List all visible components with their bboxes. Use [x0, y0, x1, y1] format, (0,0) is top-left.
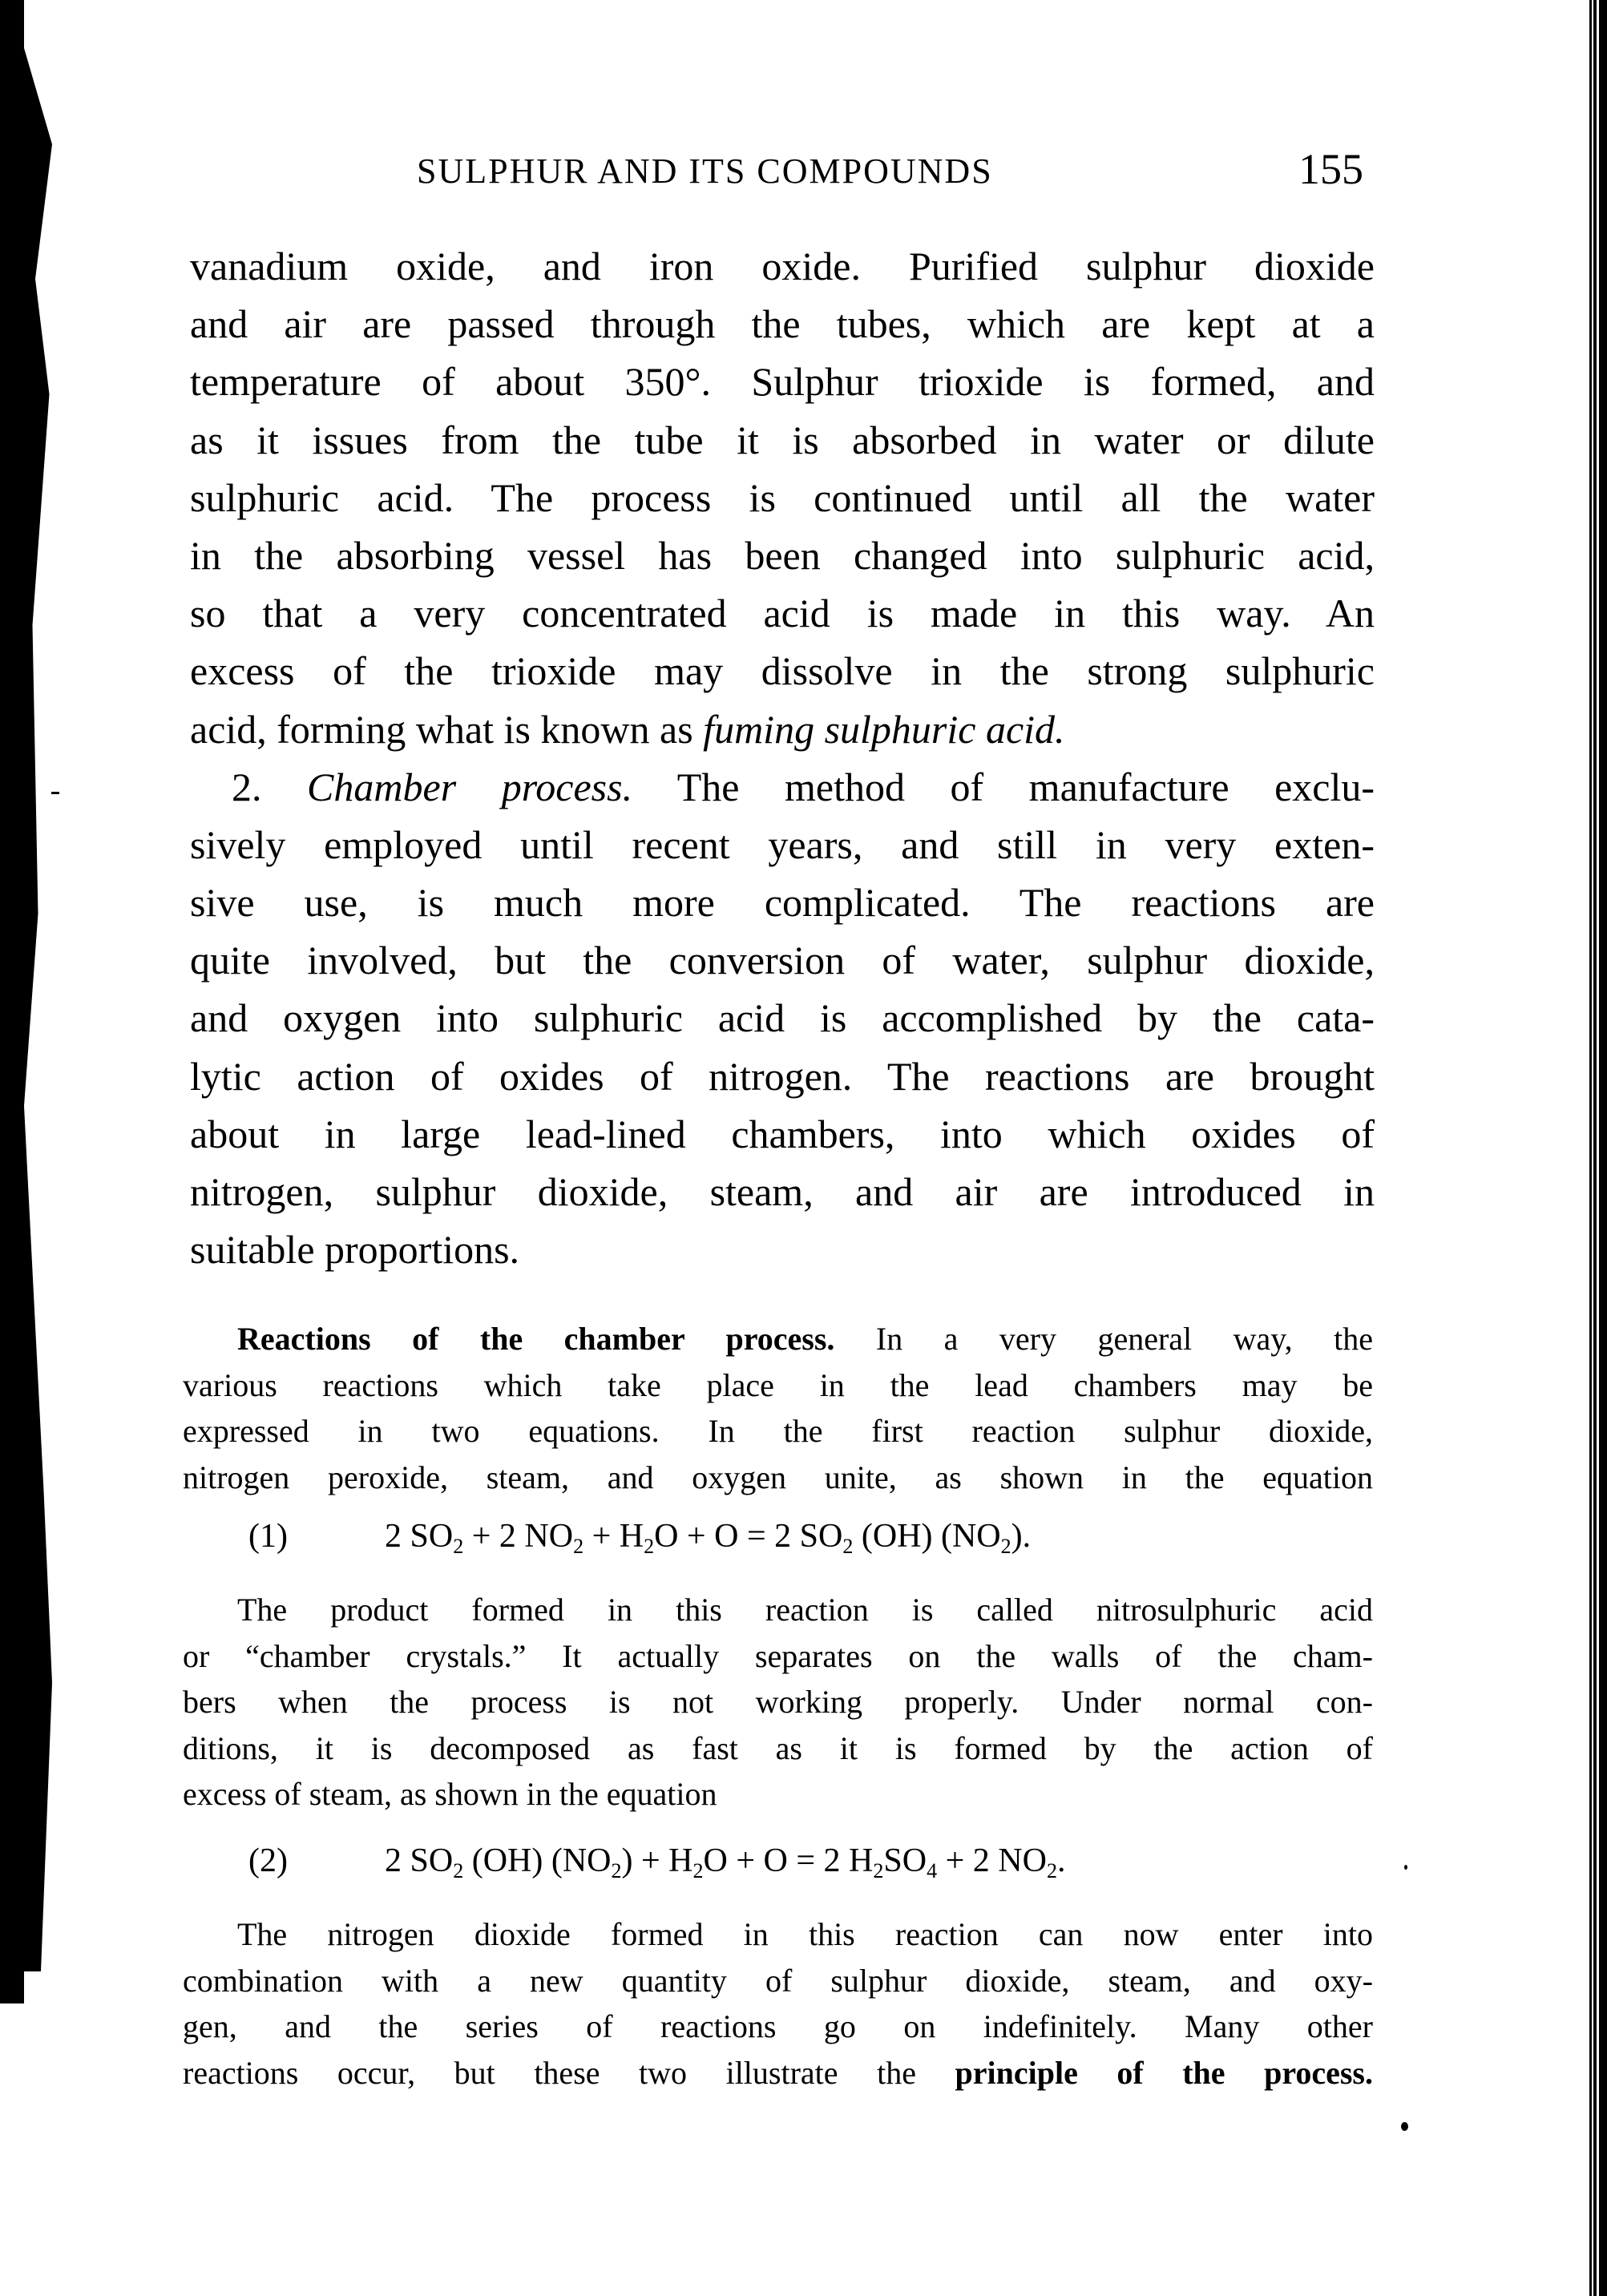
equation-1: [248, 1517, 1031, 1556]
scan-edge-left: [0, 0, 24, 2003]
subscript: 2: [873, 1859, 884, 1882]
text-line: and air are passed through the tubes, which are kept at a: [190, 301, 1375, 347]
formula-run: SO: [883, 1842, 927, 1879]
text-line: so that a very concentrated acid is made in this way. An: [190, 591, 1375, 636]
text-line: quite involved, but the conversion of water, sulphur dioxide,: [190, 938, 1375, 983]
running-head: SULPHUR AND ITS COMPOUNDS: [417, 151, 993, 191]
formula-run: O + O = 2 H: [703, 1842, 874, 1879]
text-line: sively employed until recent years, and still in very exten-: [190, 821, 1375, 867]
scan-speck: [1401, 2122, 1408, 2131]
text-line: sive use, is much more complicated. The reactions are: [190, 880, 1375, 926]
text-line: and oxygen into sulphuric acid is accomplished by the cata-: [190, 995, 1375, 1041]
note-paragraph-3: [183, 1911, 1373, 2096]
note-heading-line: [183, 1316, 1373, 1362]
equation-body: [385, 1842, 1066, 1882]
text-line: excess of the trioxide may dissolve in the strong sulphuric: [190, 648, 1375, 694]
bold-term: principle of the process.: [955, 2054, 1373, 2091]
text-line: The product formed in this reaction is called nitrosulphuric acid: [237, 1592, 1373, 1628]
main-text: [190, 237, 1375, 1278]
equation-body: [385, 1518, 1032, 1558]
text-line: ditions, it is decomposed as fast as it is formed by the action of: [183, 1729, 1373, 1766]
scan-edge-right: [1589, 0, 1607, 2296]
subscript: 2: [842, 1535, 854, 1558]
section-number: 2.: [232, 764, 262, 809]
equation-2: [248, 1842, 1065, 1880]
text-line: bers when the process is not working properly. Under normal con-: [183, 1684, 1373, 1720]
formula-run: ) + H: [621, 1842, 693, 1879]
formula-run: 2 SO: [385, 1518, 454, 1555]
text-line: nitrogen, sulphur dioxide, steam, and air are introduced in: [190, 1169, 1375, 1214]
subscript: 2: [611, 1859, 622, 1882]
formula-run: + 2 NO: [937, 1842, 1047, 1879]
text-run: acid, forming what is known as: [190, 706, 704, 752]
text-line: as it issues from the tube it is absorbed in water or dilute: [190, 417, 1375, 462]
text-line: nitrogen peroxide, steam, and oxygen unite, as shown in the equation: [183, 1459, 1373, 1495]
text-line: about in large lead-lined chambers, into which oxides of: [190, 1111, 1375, 1156]
text-line: vanadium oxide, and iron oxide. Purified sulphur dioxide: [190, 244, 1375, 289]
text-line: gen, and the series of reactions go on indefinitely. Many other: [183, 2008, 1373, 2044]
page-number: 155: [1298, 145, 1363, 193]
subscript: 2: [453, 1859, 464, 1882]
text-run: reactions occur, but these two illustrate the: [183, 2054, 955, 2091]
italic-term: fuming sulphuric acid.: [703, 706, 1065, 752]
note-paragraph-2: [183, 1587, 1373, 1818]
formula-run: O + O = 2 SO: [654, 1518, 843, 1555]
text-line: [183, 2050, 1373, 2096]
formula-run: + 2 NO: [463, 1518, 574, 1555]
text-line: or “chamber crystals.” It actually separates on the walls of the cham-: [183, 1637, 1373, 1674]
scan-speck: [51, 792, 59, 794]
formula-run: (OH) (NO: [853, 1518, 1001, 1555]
text-line: in the absorbing vessel has been changed into sulphuric acid,: [190, 532, 1375, 578]
section-title: Chamber process.: [307, 764, 633, 809]
note-heading: Reactions of the chamber process.: [237, 1321, 835, 1357]
subscript: 2: [453, 1535, 464, 1558]
formula-run: 2 SO: [385, 1842, 454, 1879]
equation-label: (2): [248, 1842, 288, 1879]
formula-run: (OH) (NO: [463, 1842, 612, 1879]
text-line: lytic action of oxides of nitrogen. The reactions are brought: [190, 1053, 1375, 1099]
text-line: combination with a new quantity of sulphur dioxide, steam, and oxy-: [183, 1962, 1373, 1999]
formula-run: ).: [1011, 1518, 1032, 1555]
subscript: 2: [573, 1535, 584, 1558]
text-line: excess of steam, as shown in the equation: [183, 1776, 717, 1812]
subscript: 4: [927, 1859, 938, 1882]
text-line: temperature of about 350°. Sulphur trioxide is formed, and: [190, 359, 1375, 405]
section-heading-line: [190, 758, 1375, 816]
subscript: 2: [1046, 1859, 1057, 1882]
scan-edge-left-shadow: [24, 48, 52, 1971]
subscript: 2: [644, 1535, 655, 1558]
formula-run: + H: [583, 1518, 644, 1555]
subscript: 2: [1000, 1535, 1011, 1558]
note-paragraph-1: [183, 1316, 1373, 1500]
text-line: sulphuric acid. The process is continued until all the water: [190, 474, 1375, 520]
text-line: [190, 700, 1375, 758]
formula-run: .: [1056, 1842, 1066, 1879]
scan-speck: [1404, 1865, 1407, 1870]
text-line: The nitrogen dioxide formed in this reaction can now enter into: [237, 1916, 1373, 1952]
text-line: various reactions which take place in the lead chambers may be: [183, 1366, 1373, 1403]
text-line: suitable proportions.: [190, 1227, 520, 1273]
text-run: In a very general way, the: [834, 1321, 1373, 1357]
text-run: The method of manufacture exclu-: [632, 764, 1375, 809]
equation-label: (1): [248, 1518, 288, 1555]
subscript: 2: [692, 1859, 704, 1882]
text-line: expressed in two equations. In the first reaction sulphur dioxide,: [183, 1413, 1373, 1449]
